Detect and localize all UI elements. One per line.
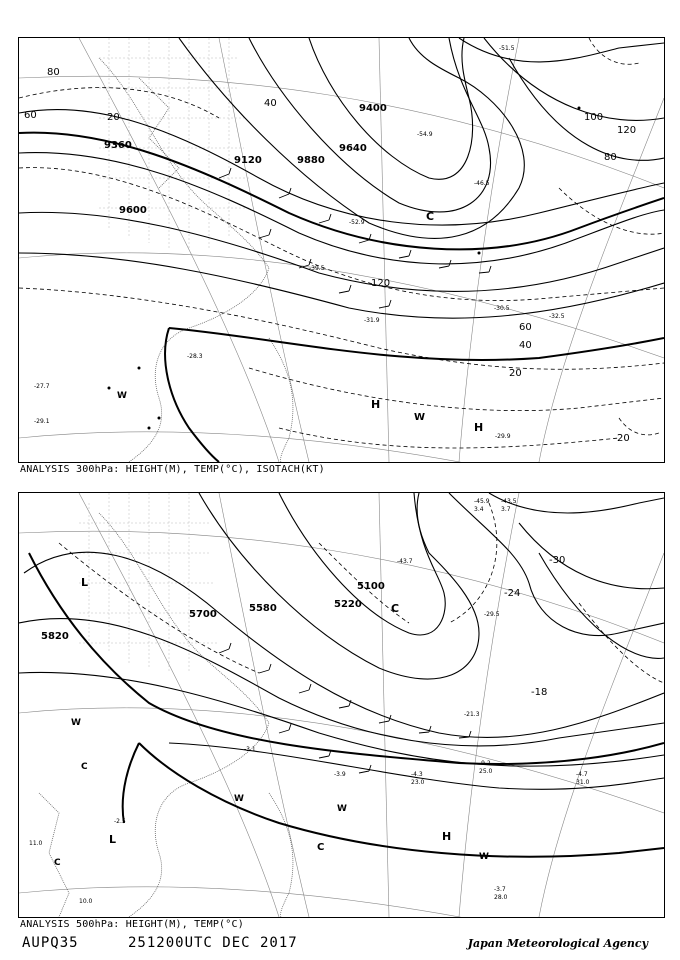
station-value: 31.0 — [576, 779, 590, 786]
temp-label: -29.9 — [495, 433, 511, 440]
map-300hpa — [18, 37, 665, 463]
height-label: 9120 — [234, 155, 262, 166]
agency-name: Japan Meteorological Agency — [467, 937, 648, 950]
isotach-label: 60 — [24, 110, 37, 121]
isotach-label: 80 — [47, 67, 60, 78]
map-500hpa — [18, 492, 665, 918]
cold-center: C — [81, 762, 88, 772]
height-label: 5100 — [357, 581, 385, 592]
temp-label: -3.9 — [334, 771, 346, 778]
station-value: 11.0 — [29, 840, 43, 847]
temp-label: -43.5 — [501, 498, 517, 505]
isotach-label: 20 — [509, 368, 522, 379]
caption-300hpa: ANALYSIS 300hPa: HEIGHT(M), TEMP(°C), ISOTACH(KT) — [20, 464, 325, 475]
warm-center: W — [479, 852, 489, 862]
temp-label: -29.5 — [484, 611, 500, 618]
station-value: 10.0 — [79, 898, 93, 905]
height-label: 9360 — [104, 140, 132, 151]
height-label: 5820 — [41, 631, 69, 642]
height-label: 9600 — [119, 205, 147, 216]
map-300hpa-svg — [19, 38, 664, 462]
high-center: H — [474, 421, 484, 434]
height-label: 9640 — [339, 143, 367, 154]
temp-label: -39.5 — [309, 265, 325, 272]
wind-barbs — [219, 643, 471, 773]
temp-label: -32.5 — [549, 313, 565, 320]
temp-label: -3.1 — [244, 746, 256, 753]
isotherms — [59, 503, 664, 683]
isotach-label: 120 — [371, 278, 391, 289]
station-value: 28.0 — [494, 894, 508, 901]
high-center: H — [371, 398, 381, 411]
isotach-label: 20 — [617, 433, 630, 444]
temp-label: -4.7 — [576, 771, 588, 778]
warm-center: W — [71, 718, 81, 728]
jet-core — [19, 133, 664, 462]
warm-center: W — [337, 804, 347, 814]
temp-label: -4.3 — [411, 771, 423, 778]
warm-center: W — [117, 391, 127, 401]
station-value: 25.0 — [479, 768, 493, 775]
temp-label: -30.5 — [494, 305, 510, 312]
temp-label: -2.5 — [114, 818, 126, 825]
valid-time: 251200UTC DEC 2017 — [128, 935, 298, 951]
low-center: L — [81, 576, 89, 589]
temp-label: -52.9 — [349, 219, 365, 226]
isotach-label: 100 — [584, 112, 604, 123]
temp-label: -21.3 — [464, 711, 480, 718]
temp-label: -43.7 — [397, 558, 413, 565]
cold-center: C — [54, 858, 61, 868]
temp-label: -28.3 — [187, 353, 203, 360]
isotach-label: 40 — [519, 340, 532, 351]
isotach-label: 80 — [604, 152, 617, 163]
isotach-label: 60 — [519, 322, 532, 333]
low-center: L — [109, 833, 117, 846]
isotach-label: 120 — [617, 125, 637, 136]
wind-barbs — [219, 168, 491, 308]
cold-center: C — [426, 210, 435, 223]
chart-code: AUPQ35 — [22, 935, 79, 951]
station-value: 3.4 — [474, 506, 484, 513]
map-500hpa-svg — [19, 493, 664, 917]
temp-label: -31.9 — [364, 317, 380, 324]
hatch-area — [79, 493, 219, 673]
temp-label: -51.5 — [499, 45, 515, 52]
temp-label: -3.7 — [494, 886, 506, 893]
cold-center: C — [317, 842, 325, 853]
temp-label: -27.7 — [34, 383, 50, 390]
temp-label: -29.1 — [34, 418, 50, 425]
isotherm-label: -18 — [531, 687, 548, 698]
warm-center: W — [414, 412, 426, 423]
height-label: 9400 — [359, 103, 387, 114]
height-label: 9880 — [297, 155, 325, 166]
temp-label: -45.9 — [474, 498, 490, 505]
temp-label: -54.9 — [417, 131, 433, 138]
isotherm-label: -30 — [549, 555, 566, 566]
temp-label: -9.2 — [479, 760, 491, 767]
station-value: 23.0 — [411, 779, 425, 786]
isotherm-label: -24 — [504, 588, 521, 599]
height-contours — [19, 493, 664, 789]
cold-center: C — [391, 602, 400, 615]
temp-label: -46.5 — [474, 180, 490, 187]
warm-center: W — [234, 794, 244, 804]
isotach-label: 20 — [107, 112, 120, 123]
isotach-label: 40 — [264, 98, 277, 109]
high-center: H — [442, 830, 452, 843]
graticule — [19, 493, 664, 917]
caption-500hpa: ANALYSIS 500hPa: HEIGHT(M), TEMP(°C) — [20, 919, 244, 930]
height-label: 5580 — [249, 603, 277, 614]
height-label: 5220 — [334, 599, 362, 610]
height-label: 5700 — [189, 609, 217, 620]
station-value: 3.7 — [501, 506, 511, 513]
